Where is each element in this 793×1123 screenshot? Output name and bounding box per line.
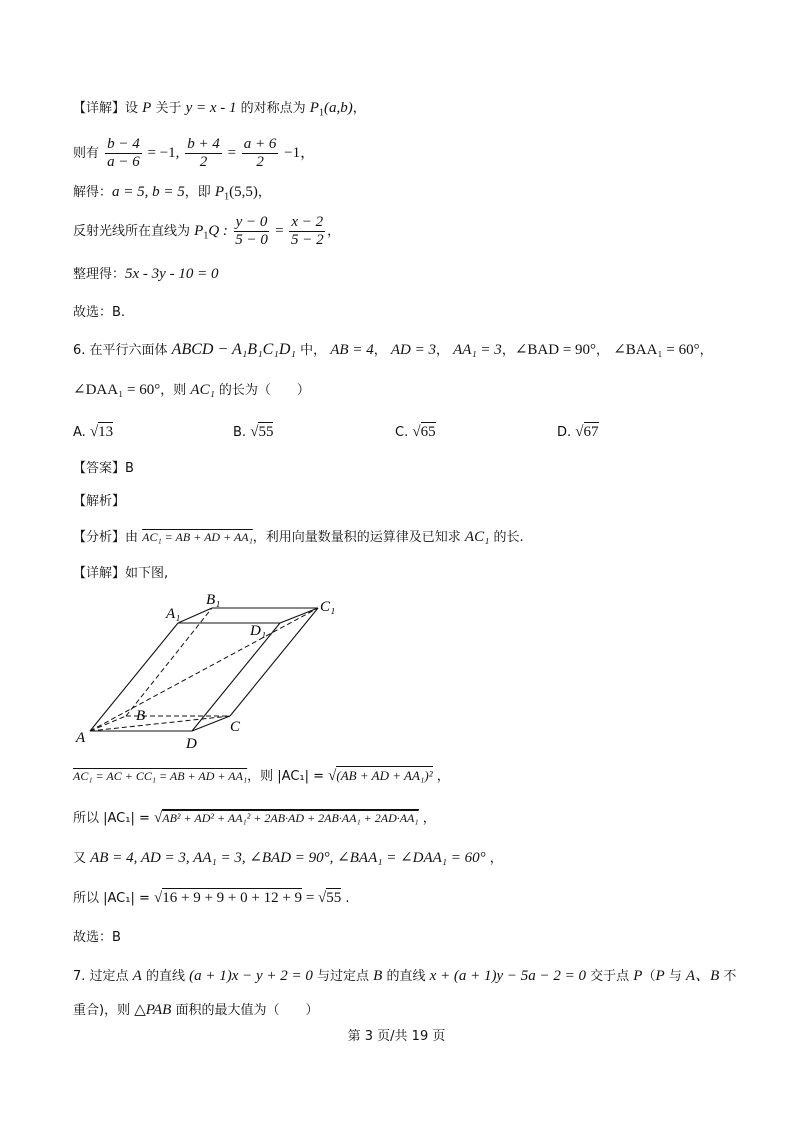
label-a1: A₁ [166, 606, 181, 622]
detail-line-1: 【详解】设 P 关于 y = x - 1 的对称点为 $P_1(a,b)$， [73, 100, 366, 119]
equation-c: 又 AB = 4, AD = 3, AA₁ = 3, ∠BAD = 90°, ∠BAA₁ = ∠DAA₁ = 60° ， [73, 850, 503, 866]
equation-b: 所以 |AC₁| = √AB² + AD² + AA₁² + 2AB·AD + 2AB·AA₁ + 2AD·AA₁ ， [73, 810, 436, 826]
detail-label: 【详解】 [73, 101, 126, 116]
label-d: D [186, 736, 197, 752]
question-6-line-2: ∠DAA₁ = 60°，则 AC₁ 的长为（ ） [73, 382, 310, 398]
answer-line: 【答案】B [73, 461, 134, 476]
choose-line-2: 故选：B [73, 930, 121, 945]
fraction: $\frac{b - 4}{a - 6}$ [107, 136, 140, 170]
detail-line-4: 反射光线所在直线为 $P_1Q$ : $\frac{y - 0}{5 - 0}$ = $\frac{x - 2}{5 - 2}$ ， [73, 214, 341, 248]
label-b1: B₁ [206, 592, 221, 608]
detail-line-3: 解得：a = 5, b = 5，即 $P_1(5,5)$， [73, 184, 271, 203]
fraction: $\frac{a + 6}{2}$ [243, 136, 277, 170]
option-d: D. √67 [557, 424, 599, 440]
fraction: $\frac{y - 0}{5 - 0}$ [235, 214, 268, 248]
fraction: $\frac{x - 2}{5 - 2}$ [290, 214, 324, 248]
detail-2: 【详解】如下图, [73, 566, 169, 581]
fraction: $\frac{b + 4}{2}$ [187, 136, 220, 170]
question-7-line-2: 重合)，则 △PAB 面积的最大值为（ ） [73, 1002, 319, 1018]
choose-line-1: 故选：B. [73, 305, 126, 320]
detail-line-5: 整理得：5x - 3y - 10 = 0 [73, 266, 219, 282]
option-b: B. √55 [233, 424, 274, 440]
label-c1: C₁ [320, 599, 336, 615]
page-footer: 第 3 页/共 19 页 [347, 1029, 446, 1044]
option-c: C. √65 [395, 424, 436, 440]
option-a: A. √13 [73, 424, 114, 440]
question-6: 6. 在平行六面体 ABCD − A₁B₁C₁D₁ 中， AB = 4， AD = 3， AA₁ = 3，∠BAD = 90°， ∠BAA₁ = 60°， [73, 341, 713, 358]
label-a: A [76, 730, 86, 746]
question-7: 7. 过定点 A 的直线 (a + 1)x − y + 2 = 0 与过定点 B 的直线 x + (a + 1)y − 5a − 2 = 0 交于点 P（P 与 A、B 不 [73, 968, 737, 984]
analysis-line: 【分析】由 AC₁ = AB + AD + AA₁，利用向量数量积的运算律及已知求 AC₁ 的长. [73, 529, 524, 545]
analysis-label: 【解析】 [73, 494, 126, 509]
parallelepiped-figure [70, 590, 360, 755]
label-b: B [136, 708, 146, 724]
equation-a: AC₁ = AC + CC₁ = AB + AD + AA₁，则 |AC₁| = √(AB + AD + AA₁)² ， [73, 768, 450, 784]
detail-line-2: 则有 $\frac{b - 4}{a - 6}$ = −1, $\frac{b + 4}{2}$ = $\frac{a + 6}{2}$ −1， [73, 136, 316, 170]
label-d1: D₁ [250, 623, 267, 639]
equation-d: 所以 |AC₁| = √16 + 9 + 9 + 0 + 12 + 9 = √55 . [73, 890, 350, 906]
label-c: C [230, 719, 241, 735]
